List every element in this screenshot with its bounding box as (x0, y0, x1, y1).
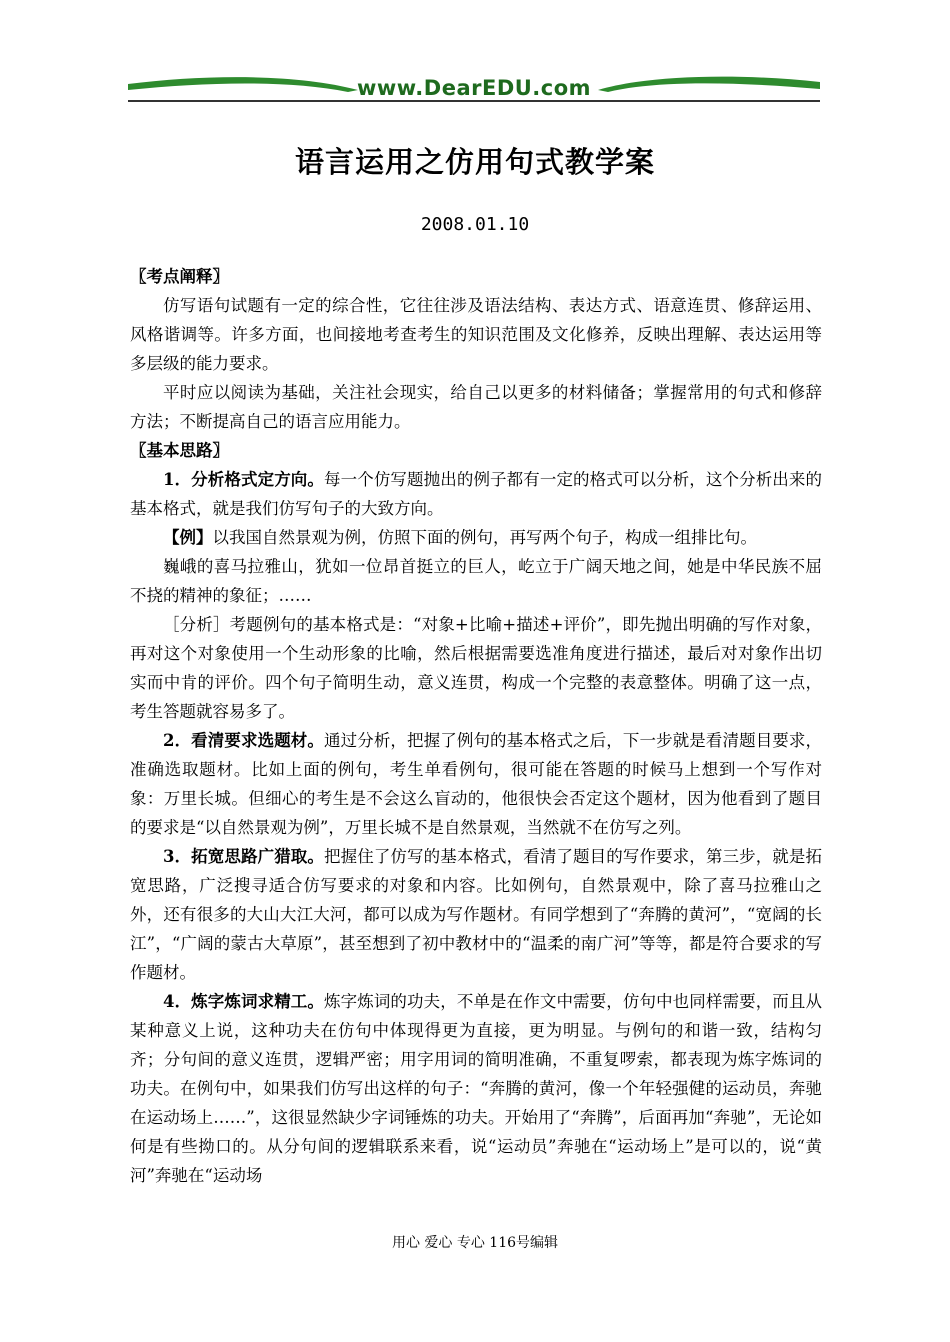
paragraph-step-4 (130, 987, 822, 1190)
document-title: 语言运用之仿用句式教学案 (294, 145, 655, 179)
paragraph: 仿写语句试题有一定的综合性，它往往涉及语法结构、表达方式、语意连贯、修辞运用、风格谐调等。许多方面，也间接地考查考生的知识范围及文化修养，反映出理解、表达运用等多层级的能力要求。 (130, 296, 822, 373)
step-text: 每一个仿写题抛出的例子都有一定的格式可以分析，这个分析出来的基本格式，就是我们仿写句子的大致方向。 (130, 470, 823, 518)
step-lead: 4．炼字炼词求精工。 (163, 992, 325, 1011)
paragraph: 平时应以阅读为基础，关注社会现实，给自己以更多的材料储备；掌握常用的句式和修辞方法；不断提高自己的语言应用能力。 (130, 383, 822, 431)
section-heading-silu: 〖基本思路〗 (130, 441, 229, 460)
example-text: 以我国自然景观为例，仿照下面的例句，再写两个句子，构成一组排比句。 (212, 528, 757, 547)
analysis-label: ［分析］ (163, 615, 230, 634)
document-body (130, 262, 822, 1190)
paragraph-example-sentence: 巍峨的喜马拉雅山，犹如一位昂首挺立的巨人，屹立于广阔天地之间，她是中华民族不屈不挠的精神的象征；…… (130, 557, 822, 605)
analysis-text: 考题例句的基本格式是：“对象+比喻+描述+评价”，即先抛出明确的写作对象，再对这个对象使用一个生动形象的比喻，然后根据需要选准角度进行描述，最后对对象作出切实而中肯的评价。四个句子简明生动，意义连贯，构成一个完整的表意整体。明确了这一点，考生答题就容易多了。 (130, 615, 822, 721)
document-date: 2008.01.10 (420, 214, 530, 235)
step-text: 炼字炼词的功夫，不单是在作文中需要，仿句中也同样需要，而且从某种意义上说，这种功夫在仿句中体现得更为直接，更为明显。与例句的和谐一致，结构匀齐；分句间的意义连贯，逻辑严密；用字用词的简明准确，不重复啰索，都表现为炼字炼词的功夫。在例句中，如果我们仿写出这样的句子：“奔腾的黄河，像一个年轻强健的运动员，奔驰在运动场上……”，这很显然缺少字词锤炼的功夫。开始用了“奔腾”，后面再加“奔驰”，无论如何是有些拗口的。从分句间的逻辑联系来看，说“运动员”奔驰在“运动场上”是可以的，说“黄河”奔驰在“运动场 (130, 992, 823, 1185)
step-lead: 2．看清要求选题材。 (163, 731, 325, 750)
paragraph-step-3 (130, 842, 822, 987)
paragraph-step-1 (130, 465, 822, 523)
site-logo[interactable]: www.DearEDU.com (356, 76, 592, 100)
step-text: 把握住了仿写的基本格式，看清了题目的写作要求，第三步，就是拓宽思路，广泛搜寻适合仿写要求的对象和内容。比如例句，自然景观中，除了喜马拉雅山之外，还有很多的大山大江大河，都可以成为写作题材。有同学想到了“奔腾的黄河”，“宽阔的长江”，“广阔的蒙古大草原”，甚至想到了初中教材中的“温柔的南广河”等等，都是符合要求的写作题材。 (130, 847, 823, 982)
example-label: 【例】 (163, 528, 213, 547)
paragraph-analysis (130, 610, 822, 726)
step-lead: 3．拓宽思路广猎取。 (163, 847, 325, 866)
paragraph-example (130, 523, 822, 552)
step-lead: 1．分析格式定方向。 (163, 470, 325, 489)
section-heading-kaodian: 〖考点阐释〗 (130, 267, 229, 286)
step-text: 通过分析，把握了例句的基本格式之后，下一步就是看清题目要求，准确选取题材。比如上面的例句，考生单看例句，很可能在答题的时候马上想到一个写作对象：万里长城。但细心的考生是不会这么盲动的，他很快会否定这个题材，因为他看到了题目的要求是“以自然景观为例”，万里长城不是自然景观，当然就不在仿写之列。 (130, 731, 823, 837)
site-header (128, 70, 820, 104)
header-divider (128, 100, 820, 102)
page-footer: 用心 爱心 专心 116号编辑 (391, 1235, 559, 1251)
paragraph-step-2 (130, 726, 822, 842)
